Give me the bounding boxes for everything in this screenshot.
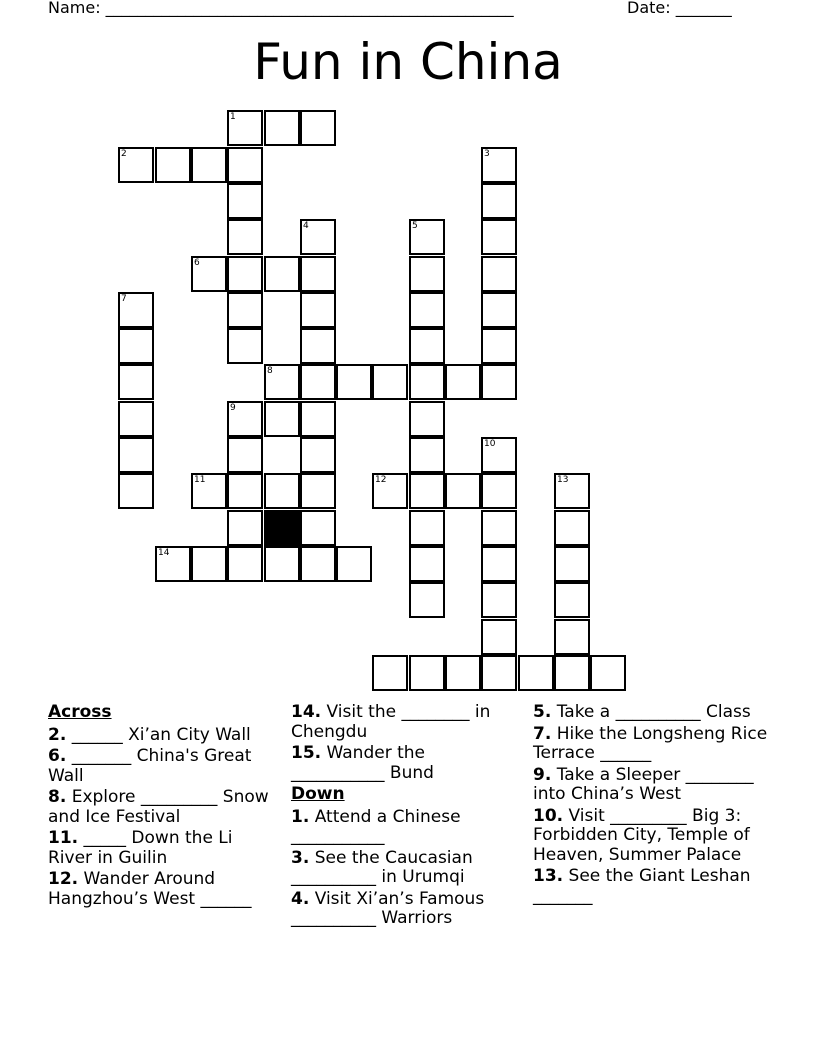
black-square [264, 510, 300, 546]
crossword-cell[interactable] [264, 473, 300, 509]
crossword-cell[interactable] [409, 473, 445, 509]
clue-item [48, 788, 273, 827]
crossword-cell[interactable] [409, 328, 445, 364]
crossword-cell[interactable] [227, 256, 263, 292]
clues-column-1 [48, 703, 273, 911]
clue-item-text: See the Giant Leshan _______ [533, 866, 751, 906]
crossword-cell[interactable] [300, 110, 336, 146]
crossword-cell[interactable] [264, 256, 300, 292]
crossword-cell[interactable] [336, 364, 372, 400]
crossword-cell[interactable] [118, 328, 154, 364]
crossword-cell[interactable] [481, 183, 517, 219]
crossword-cell[interactable] [191, 256, 227, 292]
crossword-cell[interactable] [191, 546, 227, 582]
clue-number: 6 [194, 258, 200, 268]
crossword-cell[interactable] [372, 364, 408, 400]
crossword-cell[interactable] [409, 655, 445, 691]
crossword-cell[interactable] [481, 147, 517, 183]
down-clue-list-continued [533, 703, 768, 906]
clue-number: 1 [230, 112, 236, 122]
clue-item-text: Visit the ________ in Chengdu [291, 702, 491, 742]
crossword-cell[interactable] [300, 510, 336, 546]
clue-number: 13 [557, 475, 569, 485]
clue-item-text: _______ China's Great Wall [48, 746, 252, 786]
crossword-cell[interactable] [118, 437, 154, 473]
crossword-cell[interactable] [227, 147, 263, 183]
crossword-cell[interactable] [481, 619, 517, 655]
crossword-cell[interactable] [481, 256, 517, 292]
clue-number: 8 [267, 366, 273, 376]
crossword-cell[interactable] [372, 473, 408, 509]
crossword-cell[interactable] [372, 655, 408, 691]
crossword-cell[interactable] [300, 401, 336, 437]
clues-column-2 [291, 703, 521, 931]
crossword-cell[interactable] [155, 147, 191, 183]
clue-item [291, 890, 521, 929]
crossword-cell[interactable] [445, 364, 481, 400]
clue-item-text: Visit _________ Big 3: Forbidden City, Temple of Heaven, Summer Palace [533, 805, 750, 865]
clue-item [48, 726, 273, 746]
crossword-cell[interactable] [481, 364, 517, 400]
crossword-cell[interactable] [118, 401, 154, 437]
crossword-cell[interactable] [554, 510, 590, 546]
page-title: Fun in China [253, 33, 563, 91]
clue-item [533, 867, 768, 906]
clue-item-number: 1. [291, 806, 310, 827]
name-field-label: Name: ___________________________________________________ [48, 0, 514, 17]
clue-item-text: Attend a Chinese ___________ [291, 806, 461, 846]
down-clue-list [291, 808, 521, 929]
crossword-cell[interactable] [554, 655, 590, 691]
across-clue-list [48, 726, 273, 910]
clue-item-number: 12. [48, 869, 79, 889]
clue-item [48, 747, 273, 786]
crossword-cell[interactable] [227, 437, 263, 473]
crossword-cell[interactable] [264, 546, 300, 582]
crossword-cell[interactable] [191, 147, 227, 183]
clue-item-number: 13. [533, 866, 564, 886]
crossword-cell[interactable] [409, 582, 445, 618]
crossword-cell[interactable] [481, 546, 517, 582]
clue-item-text: ______ Xi’an City Wall [66, 724, 251, 745]
crossword-cell[interactable] [554, 619, 590, 655]
crossword-cell[interactable] [300, 437, 336, 473]
crossword-cell[interactable] [227, 328, 263, 364]
crossword-cell[interactable] [300, 328, 336, 364]
crossword-cell[interactable] [554, 582, 590, 618]
crossword-cell[interactable] [481, 473, 517, 509]
clue-number: 5 [412, 221, 418, 231]
clue-item-text: Wander Around Hangzhou’s West ______ [48, 869, 252, 909]
crossword-cell[interactable] [409, 292, 445, 328]
crossword-cell[interactable] [300, 292, 336, 328]
clue-item-number: 3. [291, 847, 310, 868]
across-clue-list-continued [291, 703, 521, 783]
clue-item-text: _____ Down the Li River in Guilin [48, 828, 233, 868]
clue-number: 3 [484, 149, 490, 159]
crossword-cell[interactable] [155, 546, 191, 582]
clue-item-number: 14. [291, 702, 322, 722]
clue-number: 9 [230, 403, 236, 413]
crossword-cell[interactable] [481, 292, 517, 328]
crossword-cell[interactable] [118, 364, 154, 400]
crossword-cell[interactable] [227, 219, 263, 255]
crossword-cell[interactable] [300, 364, 336, 400]
crossword-cell[interactable] [300, 473, 336, 509]
clue-item [291, 744, 521, 783]
crossword-cell[interactable] [227, 401, 263, 437]
clue-item-number: 11. [48, 828, 79, 848]
clue-item-number: 8. [48, 787, 67, 807]
crossword-cell[interactable] [227, 546, 263, 582]
clue-item-number: 10. [533, 805, 564, 826]
crossword-cell[interactable] [481, 510, 517, 546]
clue-item-text: Visit Xi’an’s Famous __________ Warriors [291, 888, 485, 928]
crossword-cell[interactable] [445, 655, 481, 691]
clue-item-text: Wander the ___________ Bund [291, 743, 434, 783]
crossword-cell[interactable] [300, 256, 336, 292]
crossword-cell[interactable] [481, 328, 517, 364]
clue-item-text: Take a __________ Class [551, 702, 751, 722]
crossword-cell[interactable] [227, 110, 263, 146]
date-field-label: Date: _______ [627, 0, 732, 17]
crossword-cell[interactable] [300, 546, 336, 582]
crossword-cell[interactable] [409, 401, 445, 437]
clue-item [533, 807, 768, 866]
clue-item [291, 703, 521, 742]
clue-number: 11 [194, 475, 206, 485]
crossword-cell[interactable] [409, 364, 445, 400]
clue-item-text: Hike the Longsheng Rice Terrace ______ [533, 723, 768, 763]
down-heading: Down [291, 784, 345, 804]
crossword-cell[interactable] [264, 364, 300, 400]
crossword-cell[interactable] [554, 473, 590, 509]
crossword-cell[interactable] [300, 219, 336, 255]
clue-number: 14 [158, 548, 170, 558]
clue-item [533, 766, 768, 805]
crossword-cell[interactable] [409, 546, 445, 582]
crossword-cell[interactable] [554, 546, 590, 582]
clue-item-number: 5. [533, 702, 552, 722]
clues-column-3 [533, 703, 768, 908]
crossword-cell[interactable] [264, 110, 300, 146]
crossword-cell[interactable] [118, 473, 154, 509]
clue-item-number: 9. [533, 764, 552, 785]
clue-item [533, 703, 768, 723]
crossword-cell[interactable] [118, 292, 154, 328]
crossword-cell[interactable] [481, 655, 517, 691]
clue-number: 12 [375, 475, 387, 485]
crossword-cell[interactable] [409, 437, 445, 473]
clue-item [291, 849, 521, 888]
crossword-cell[interactable] [409, 256, 445, 292]
clue-item-text: Take a Sleeper ________ into China’s West [533, 764, 754, 804]
clue-item-number: 15. [291, 743, 322, 763]
crossword-cell[interactable] [336, 546, 372, 582]
crossword-cell[interactable] [518, 655, 554, 691]
clue-item-text: Explore _________ Snow and Ice Festival [48, 787, 269, 827]
crossword-cell[interactable] [481, 582, 517, 618]
clue-item [48, 829, 273, 868]
crossword-cell[interactable] [481, 437, 517, 473]
clue-item [48, 870, 273, 909]
clue-item-number: 2. [48, 724, 67, 745]
clue-number: 7 [121, 294, 127, 304]
across-heading: Across [48, 702, 112, 722]
crossword-cell[interactable] [191, 473, 227, 509]
clue-item-number: 4. [291, 888, 310, 909]
clue-item-number: 6. [48, 746, 67, 766]
crossword-cell[interactable] [590, 655, 626, 691]
clue-number: 2 [121, 149, 127, 159]
crossword-cell[interactable] [118, 147, 154, 183]
clue-item [533, 725, 768, 764]
crossword-cell[interactable] [481, 219, 517, 255]
crossword-cell[interactable] [227, 183, 263, 219]
crossword-cell[interactable] [409, 510, 445, 546]
crossword-cell[interactable] [227, 510, 263, 546]
clue-item-number: 7. [533, 723, 552, 744]
crossword-cell[interactable] [409, 219, 445, 255]
clue-number: 10 [484, 439, 496, 449]
crossword-cell[interactable] [227, 473, 263, 509]
crossword-cell[interactable] [227, 292, 263, 328]
crossword-cell[interactable] [445, 473, 481, 509]
clue-item-text: See the Caucasian __________ in Urumqi [291, 847, 473, 887]
clue-number: 4 [303, 221, 309, 231]
clue-item [291, 808, 521, 847]
crossword-cell[interactable] [264, 401, 300, 437]
